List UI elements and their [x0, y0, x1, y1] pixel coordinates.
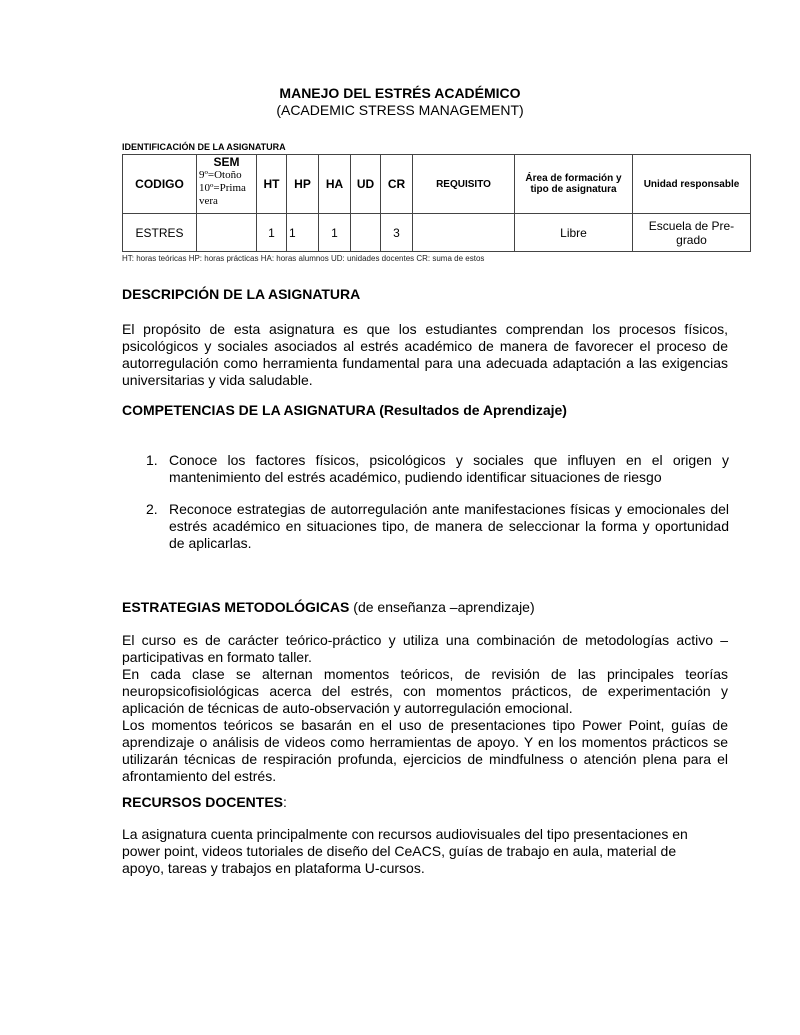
identification-table	[122, 154, 751, 252]
table-header-row	[123, 155, 751, 214]
descripcion-heading: DESCRIPCIÓN DE LA ASIGNATURA	[122, 286, 361, 302]
recursos-heading	[122, 794, 287, 810]
estrategias-paragraph-1: El curso es de carácter teórico-práctico y utiliza una combinación de metodologías activo –participativas en formato taller.	[122, 632, 728, 665]
cell-sem	[197, 214, 257, 252]
identification-label: IDENTIFICACIÓN DE LA ASIGNATURA	[122, 142, 286, 152]
competencias-heading-main: COMPETENCIAS DE LA ASIGNATURA	[122, 402, 376, 418]
estrategias-heading-suffix: (de enseñanza –aprendizaje)	[349, 599, 535, 615]
estrategias-heading-main: ESTRATEGIAS METODOLÓGICAS	[122, 599, 350, 615]
cell-unidad: Escuela de Pre-grado	[633, 214, 751, 252]
competencias-heading-suffix: (Resultados de Aprendizaje)	[375, 402, 567, 418]
cell-cr: 3	[381, 214, 413, 252]
header-ha: HA	[319, 155, 351, 214]
estrategias-heading	[122, 599, 535, 615]
recursos-text: La asignatura cuenta principalmente con recursos audiovisuales del tipo presentaciones en power point, videos tutoriales de diseño del CeACS, guías de trabajo en aula, material de apoyo, tareas y trabajos en plataforma U-cursos.	[122, 826, 688, 876]
header-unidad: Unidad responsable	[633, 155, 751, 214]
header-hp: HP	[287, 155, 319, 214]
header-area: Área de formación y tipo de asignatura	[515, 155, 633, 214]
competencia-1-number: 1.	[146, 452, 158, 468]
cell-ud	[351, 214, 381, 252]
cell-ha: 1	[319, 214, 351, 252]
header-sem-note-spring: 10º=Prima vera	[199, 182, 246, 207]
table-row	[123, 214, 751, 252]
table-legend: HT: horas teóricas HP: horas prácticas HA: horas alumnos UD: unidades docentes CR: suma de estos	[122, 254, 485, 263]
competencia-2-text: Reconoce estrategias de autorregulación ante manifestaciones físicas y emocionales del estrés académico en situaciones tipo, de manera de seleccionar la forma y oportunidad de aplicarlas.	[169, 501, 729, 551]
cell-area: Libre	[515, 214, 633, 252]
document-subtitle: (ACADEMIC STRESS MANAGEMENT)	[276, 102, 524, 118]
estrategias-paragraph-3: Los momentos teóricos se basarán en el uso de presentaciones tipo Power Point, guías de aprendizaje o análisis de videos como herramientas de apoyo. Y en los momentos prácticos se utilizarán técnicas de respiración profunda, ejercicios de mindfulness o atención plena para el afrontamiento del estrés.	[122, 717, 728, 784]
competencias-heading	[122, 402, 567, 418]
recursos-heading-suffix: :	[283, 794, 287, 810]
descripcion-text: El propósito de esta asignatura es que los estudiantes comprendan los procesos físicos, psicológicos y sociales asociados al estrés académico de manera de favorecer el proceso de autorregulación como herramienta fundamental para una adecuada adaptación a las exigencias universitarias y vida saludable.	[122, 321, 728, 388]
header-sem-note-autumn: 9º=Otoño	[199, 169, 242, 181]
competencia-2-number: 2.	[146, 501, 158, 517]
header-ht: HT	[257, 155, 287, 214]
header-codigo: CODIGO	[123, 155, 197, 214]
cell-requisito	[413, 214, 515, 252]
cell-ht: 1	[257, 214, 287, 252]
recursos-heading-main: RECURSOS DOCENTES	[122, 794, 284, 810]
header-sem-label: SEM	[213, 155, 240, 169]
cell-codigo: ESTRES	[123, 214, 197, 252]
document-title: MANEJO DEL ESTRÉS ACADÉMICO	[279, 85, 521, 101]
header-cr: CR	[381, 155, 413, 214]
competencia-1-text: Conoce los factores físicos, psicológicos y sociales que influyen en el origen y mantenimiento del estrés académico, pudiendo identificar situaciones de riesgo	[169, 452, 729, 485]
header-sem	[197, 155, 257, 214]
cell-hp: 1	[287, 214, 319, 252]
header-requisito: REQUISITO	[413, 155, 515, 214]
header-ud: UD	[351, 155, 381, 214]
estrategias-paragraph-2: En cada clase se alternan momentos teóricos, de revisión de las principales teorías neuropsicofisiológicas acerca del estrés, con momentos prácticos, de experimentación y aplicación de técnicas de auto-observación y autorregulación emocional.	[122, 666, 728, 716]
